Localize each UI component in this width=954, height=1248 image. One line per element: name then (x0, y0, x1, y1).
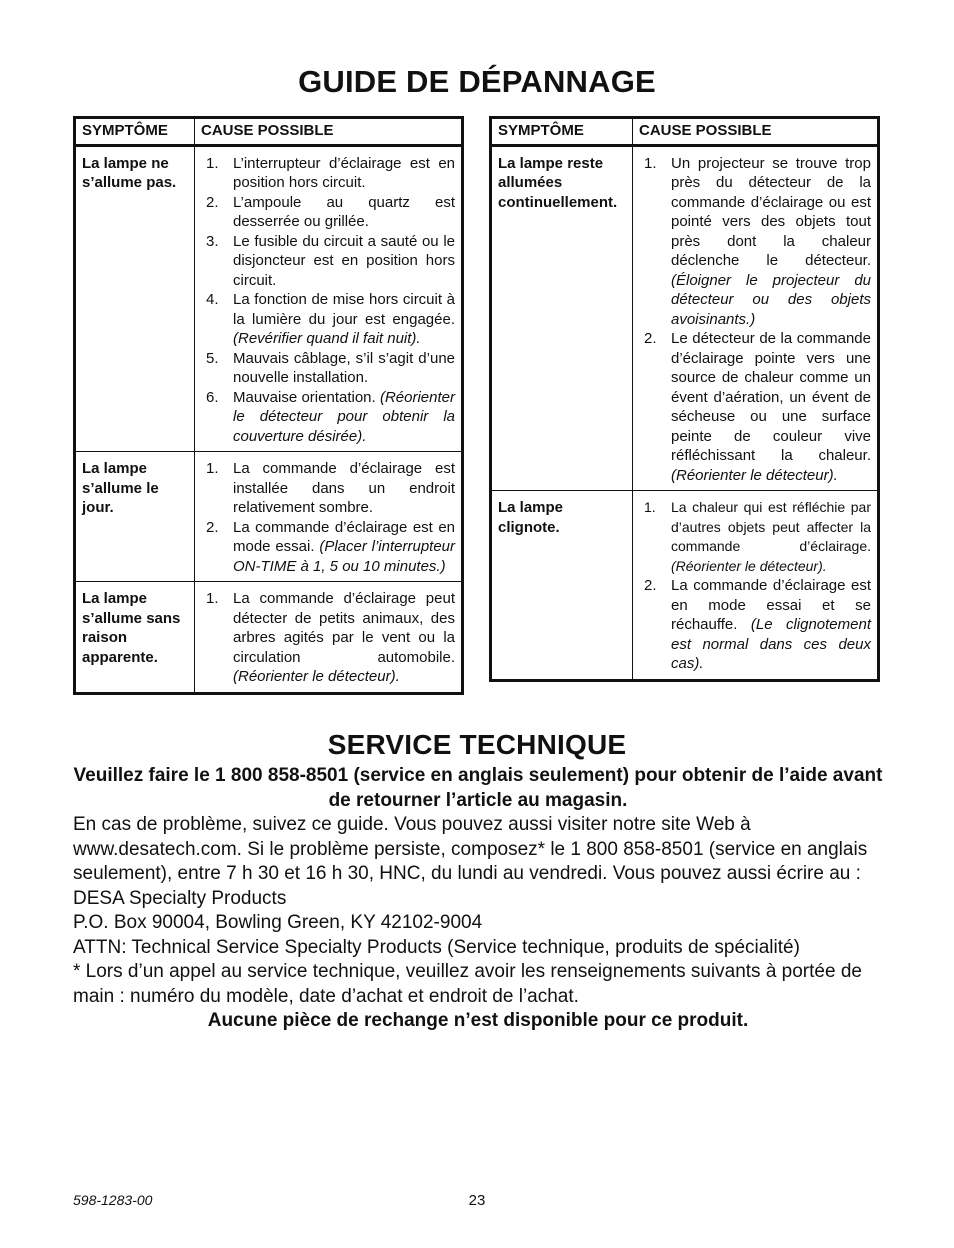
table-header-row (491, 118, 879, 146)
troubleshooting-table-right (489, 116, 880, 682)
list-item: 1. La chaleur qui est réfléchie par d’autres objets peut affecter la commande d’éclairage. (Réorienter le détecteur). (644, 499, 871, 574)
cause-list (639, 498, 871, 674)
table-row (491, 145, 879, 491)
table-row (75, 452, 463, 582)
footnote: * Lors d’un appel au service technique, veuillez avoir les renseignements suivants à portée de main : numéro du modèle, date d’achat et endroit de l’achat. (73, 961, 862, 1007)
address-line: ATTN: Technical Service Specialty Products (Service technique, produits de spécialité) (73, 936, 800, 958)
symptom-header: SYMPTÔME (491, 118, 633, 146)
symptom-cell: La lampe s’allume le jour. (75, 452, 195, 582)
symptom-header: SYMPTÔME (75, 118, 195, 146)
page-number: 23 (468, 1192, 486, 1209)
list-item: 2. La commande d’éclairage est en mode essai. (Placer l’interrupteur ON-TIME à 1, 5 ou 10 minutes.) (206, 518, 456, 575)
cause-cell (195, 582, 463, 694)
cause-header: CAUSE POSSIBLE (195, 118, 463, 146)
list-item: 1. La commande d’éclairage est installée dans un endroit relativement sombre. (206, 460, 455, 516)
table-row (75, 582, 463, 694)
list-item: 3. Le fusible du circuit a sauté ou le disjoncteur est en position hors circuit. (206, 232, 455, 289)
no-parts-notice: Aucune pièce de rechange n’est disponible pour ce produit. (207, 1010, 749, 1031)
list-item: 4. La fonction de mise hors circuit à la lumière du jour est engagée. (Revérifier quand il fait nuit). (206, 291, 455, 347)
list-item: 2. La commande d’éclairage est en mode essai et se réchauffe. (Le clignotement est normal dans ces deux cas). (644, 577, 871, 672)
list-item: 1. La commande d’éclairage peut détecter de petits animaux, des arbres agités par le vent ou la circulation automobile. (Réorienter le détecteur). (206, 590, 455, 685)
list-item: 6. Mauvaise orientation. (Réorienter le détecteur pour obtenir la couverture désirée). (206, 388, 455, 445)
table-header-row (75, 118, 463, 146)
table-row (75, 145, 463, 452)
call-notice: Veuillez faire le 1 800 858-8501 (service en anglais seulement) pour obtenir de l’aide avant de retourner l’article au magasin. (73, 765, 883, 811)
cause-list (201, 154, 455, 447)
cause-list (201, 459, 455, 576)
symptom-cell: La lampe clignote. (491, 491, 633, 681)
list-item: 1. L’interrupteur d’éclairage est en position hors circuit. (206, 154, 455, 191)
cause-cell (633, 145, 879, 491)
cause-header: CAUSE POSSIBLE (633, 118, 879, 146)
cause-cell (195, 452, 463, 582)
list-item: 5. Mauvais câblage, s’il s’agit d’une nouvelle installation. (206, 349, 455, 386)
guide-title: GUIDE DE DÉPANNAGE (298, 64, 656, 99)
symptom-cell: La lampe s’allume sans raison apparente. (75, 582, 195, 694)
table-row (491, 491, 879, 681)
address-line: DESA Specialty Products (73, 887, 287, 909)
symptom-cell: La lampe ne s’allume pas. (82, 154, 177, 191)
cause-cell (195, 145, 463, 452)
cause-cell (633, 491, 879, 681)
service-title: SERVICE TECHNIQUE (327, 729, 627, 760)
document-number: 598-1283-00 (73, 1192, 153, 1208)
symptom-cell: La lampe reste allumées continuellement. (498, 154, 618, 211)
list-item: 2. L’ampoule au quartz est desserrée ou grillée. (206, 193, 455, 230)
list-item: 1. Un projecteur se trouve trop près du détecteur de la commande d’éclairage ou est pointé vers des objets tout près dont la chaleur déclenche le détecteur. (Éloigner le projecteur du détecteur ou des objets avoisinants.) (644, 154, 871, 328)
service-paragraph: En cas de problème, suivez ce guide. Vous pouvez aussi visiter notre site Web à www.desatech.com. Si le problème persiste, composez* le 1 800 858-8501 (service en anglais seulement), entre 7 h 30 et 16 h 30, HNC, du lundi au vendredi. Vous pouvez aussi écrire au : (73, 814, 868, 884)
cause-list (201, 589, 455, 687)
service-section (73, 764, 883, 1034)
cause-list (639, 154, 871, 486)
list-item: 2. Le détecteur de la commande d’éclairage pointe vers une source de chaleur comme un évent d’aération, un évent de sécheuse ou une surface peinte de couleur vive réfléchissant la chaleur. (Réorienter le détecteur). (644, 330, 871, 484)
troubleshooting-table-left (73, 116, 464, 695)
address-line: P.O. Box 90004, Bowling Green, KY 42102-9004 (73, 912, 483, 933)
